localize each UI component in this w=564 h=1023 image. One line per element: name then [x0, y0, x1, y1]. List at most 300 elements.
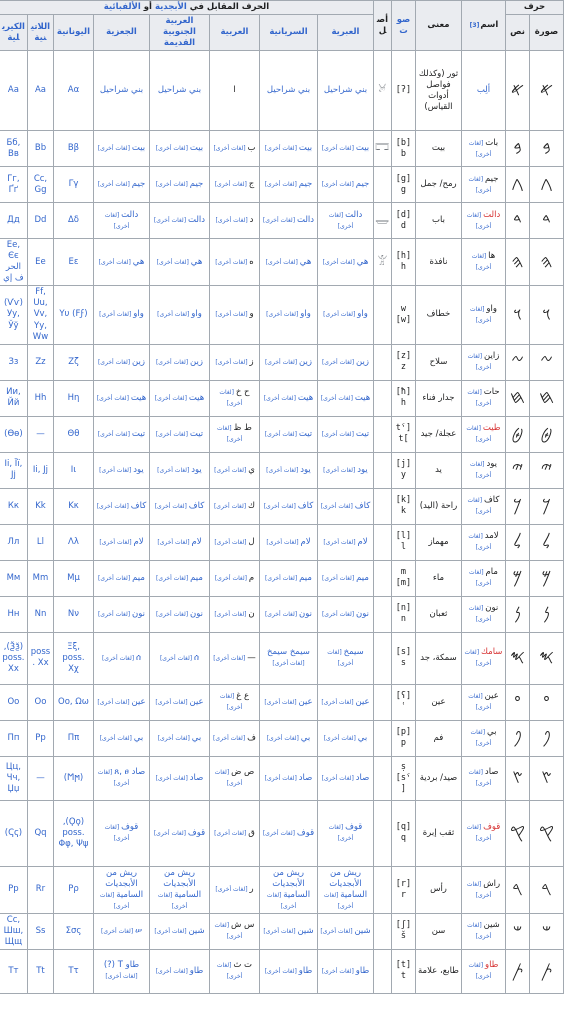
- south-arabian-cell[interactable]: [149, 380, 209, 416]
- letter-name[interactable]: [461, 913, 505, 949]
- greek-cell[interactable]: [53, 684, 93, 720]
- hebrew-cell[interactable]: [317, 452, 373, 488]
- latin-cell-text[interactable]: Ss: [35, 925, 46, 936]
- other-languages-link[interactable]: [لغات أخرى]: [104, 824, 130, 843]
- hebrew-cell-text[interactable]: شين: [354, 925, 371, 936]
- latin-cell[interactable]: [27, 51, 53, 131]
- other-languages-link[interactable]: [لغات أخرى]: [97, 181, 132, 189]
- syriac-cell[interactable]: [259, 596, 317, 632]
- south-arabian-cell-text[interactable]: كاف: [188, 500, 205, 511]
- hebrew-cell[interactable]: [317, 380, 373, 416]
- cyrillic-cell-text[interactable]: Мм: [6, 572, 21, 583]
- other-languages-link[interactable]: [لغات أخرى]: [214, 610, 249, 618]
- letter-name-text[interactable]: جيم: [484, 173, 499, 184]
- south-arabian-cell-text[interactable]: زين: [190, 356, 203, 367]
- south-arabian-cell-text[interactable]: ميم: [190, 572, 203, 583]
- hebrew-cell[interactable]: [317, 524, 373, 560]
- geez-cell-text[interactable]: بيت: [131, 143, 146, 154]
- geez-cell-text[interactable]: عين: [131, 696, 146, 707]
- other-languages-link[interactable]: [لغات أخرى]: [262, 829, 297, 837]
- hebrew-cell-text[interactable]: سيمخ: [343, 647, 364, 658]
- other-languages-link[interactable]: [لغات أخرى]: [323, 311, 358, 319]
- south-arabian-cell-text[interactable]: جيم: [189, 179, 204, 190]
- latin-cell-text[interactable]: Ee: [35, 256, 46, 267]
- letter-name-text[interactable]: طيت: [482, 423, 501, 434]
- latin-cell[interactable]: [27, 131, 53, 167]
- other-languages-link[interactable]: [لغات أخرى]: [264, 610, 300, 618]
- letter-name-text[interactable]: صاد: [484, 767, 499, 778]
- other-languages-link[interactable]: [لغات أخرى]: [320, 394, 355, 402]
- letter-name-text[interactable]: لامد: [484, 531, 499, 542]
- other-languages-link[interactable]: [لغات أخرى]: [321, 967, 356, 975]
- other-languages-link[interactable]: [لغات أخرى]: [155, 430, 190, 438]
- letter-name[interactable]: [461, 560, 505, 596]
- greek-cell[interactable]: [53, 286, 93, 344]
- geez-cell[interactable]: [93, 344, 149, 380]
- south-arabian-cell-text[interactable]: عين: [189, 696, 204, 707]
- header-geez[interactable]: الجعزية: [93, 15, 149, 51]
- other-languages-link[interactable]: [لغات أخرى]: [264, 698, 299, 706]
- other-languages-link[interactable]: [لغات أخرى]: [215, 311, 250, 319]
- greek-cell[interactable]: [53, 596, 93, 632]
- hebrew-cell-text[interactable]: جيم: [355, 179, 370, 190]
- letter-name[interactable]: [461, 380, 505, 416]
- cyrillic-cell[interactable]: [0, 949, 27, 993]
- cyrillic-cell-text[interactable]: Гг, Ґґ: [7, 173, 20, 195]
- greek-cell-text[interactable]: Γγ: [68, 179, 79, 190]
- cyrillic-cell-text[interactable]: Пп: [7, 732, 20, 743]
- greek-cell-text[interactable]: Δδ: [67, 215, 79, 226]
- other-languages-link[interactable]: [لغات أخرى]: [98, 574, 133, 582]
- hebrew-cell[interactable]: [317, 203, 373, 239]
- other-languages-link[interactable]: [لغات أخرى]: [323, 466, 358, 474]
- latin-cell-text[interactable]: Ll: [36, 536, 45, 547]
- other-languages-link[interactable]: [لغات أخرى]: [97, 698, 132, 706]
- hebrew-cell[interactable]: [317, 51, 373, 131]
- other-languages-link[interactable]: [لغات أخرى]: [213, 734, 248, 742]
- latin-cell[interactable]: [27, 416, 53, 452]
- other-languages-link[interactable]: [لغات أخرى]: [468, 175, 492, 194]
- south-arabian-cell-text[interactable]: بيت: [189, 143, 204, 154]
- latin-cell-text[interactable]: Dd: [34, 215, 47, 226]
- latin-cell[interactable]: [27, 167, 53, 203]
- cyrillic-cell[interactable]: [0, 380, 27, 416]
- letter-name-text[interactable]: مام: [485, 567, 498, 578]
- hebrew-cell-text[interactable]: بي: [357, 732, 368, 743]
- hebrew-cell[interactable]: [317, 720, 373, 756]
- cyrillic-cell[interactable]: [0, 51, 27, 131]
- geez-cell[interactable]: [93, 524, 149, 560]
- south-arabian-cell[interactable]: [149, 800, 209, 866]
- other-languages-link[interactable]: [لغات أخرى]: [159, 654, 195, 662]
- other-languages-link[interactable]: [لغات أخرى]: [323, 734, 358, 742]
- hebrew-cell-text[interactable]: ريش من الأبجديات السامية: [329, 867, 368, 900]
- geez-cell-text[interactable]: كاف: [130, 500, 147, 511]
- south-arabian-cell-text[interactable]: هي: [190, 256, 203, 267]
- latin-cell[interactable]: [27, 203, 53, 239]
- other-languages-link[interactable]: [لغات أخرى]: [323, 891, 354, 910]
- latin-cell[interactable]: [27, 866, 53, 913]
- other-languages-link[interactable]: [لغات أخرى]: [266, 734, 301, 742]
- letter-name[interactable]: [461, 524, 505, 560]
- cyrillic-cell-text[interactable]: Сс, Шш, Щщ: [3, 914, 24, 947]
- south-arabian-cell[interactable]: [149, 756, 209, 800]
- cyrillic-cell-text[interactable]: Ии, Йй: [6, 387, 21, 409]
- geez-cell-text[interactable]: ሠ: [135, 925, 142, 936]
- greek-cell-text[interactable]: Σσς: [65, 925, 82, 936]
- geez-cell-text[interactable]: طاو T (?): [103, 960, 140, 971]
- cyrillic-cell-text[interactable]: Цц, Чч, Џџ: [5, 761, 21, 794]
- other-languages-link[interactable]: [لغات أخرى]: [213, 654, 248, 662]
- greek-cell-text[interactable]: Αα: [67, 85, 80, 96]
- geez-cell[interactable]: [93, 560, 149, 596]
- syriac-cell-text[interactable]: زين: [299, 356, 312, 367]
- hebrew-cell[interactable]: [317, 286, 373, 344]
- other-languages-link[interactable]: [لغات أخرى]: [264, 967, 299, 975]
- geez-cell-text[interactable]: جيم: [131, 179, 146, 190]
- other-languages-link[interactable]: [لغات أخرى]: [321, 610, 357, 618]
- geez-cell[interactable]: [93, 131, 149, 167]
- letter-name-text[interactable]: عين: [484, 691, 499, 702]
- greek-cell[interactable]: [53, 416, 93, 452]
- letter-name[interactable]: [461, 756, 505, 800]
- letter-name[interactable]: [461, 286, 505, 344]
- other-languages-link[interactable]: [لغات أخرى]: [156, 574, 191, 582]
- syriac-cell-text[interactable]: لام: [300, 536, 311, 547]
- letter-name[interactable]: [461, 684, 505, 720]
- cyrillic-cell-text[interactable]: Нн: [7, 608, 20, 619]
- other-languages-link[interactable]: [لغات أخرى]: [154, 927, 189, 935]
- letter-name[interactable]: [461, 416, 505, 452]
- latin-cell[interactable]: [27, 596, 53, 632]
- geez-cell[interactable]: [93, 286, 149, 344]
- syriac-cell-text[interactable]: تيت: [298, 428, 313, 439]
- cyrillic-cell-text[interactable]: Лл: [7, 536, 20, 547]
- other-languages-link[interactable]: [لغات أخرى]: [96, 394, 131, 402]
- other-languages-link[interactable]: [لغات أخرى]: [214, 538, 249, 546]
- other-languages-link[interactable]: [لغات أخرى]: [320, 927, 355, 935]
- letter-name[interactable]: [461, 203, 505, 239]
- greek-cell[interactable]: [53, 524, 93, 560]
- cyrillic-cell[interactable]: [0, 866, 27, 913]
- south-arabian-cell[interactable]: [149, 131, 209, 167]
- letter-name[interactable]: [461, 51, 505, 131]
- greek-cell-text[interactable]: (Ϝϝ) Yυ: [59, 309, 88, 320]
- latin-cell-text[interactable]: Ii, Jj: [32, 464, 49, 475]
- cyrillic-cell[interactable]: [0, 684, 27, 720]
- other-languages-link[interactable]: [لغات أخرى]: [470, 729, 492, 748]
- south-arabian-cell[interactable]: [149, 684, 209, 720]
- south-arabian-cell[interactable]: [149, 344, 209, 380]
- greek-cell[interactable]: [53, 344, 93, 380]
- syriac-cell-text[interactable]: دالت: [296, 215, 315, 226]
- other-languages-link[interactable]: [لغات أخرى]: [96, 502, 131, 510]
- header-latin[interactable]: اللاتينية: [27, 15, 53, 51]
- syriac-cell[interactable]: [259, 380, 317, 416]
- letter-name[interactable]: [461, 131, 505, 167]
- letter-name[interactable]: [461, 167, 505, 203]
- letter-name[interactable]: [461, 866, 505, 913]
- hebrew-cell-text[interactable]: بني شراحيل: [323, 85, 368, 96]
- header-south-arabian[interactable]: العربية الجنوبية القديمة: [149, 15, 209, 51]
- greek-cell-text[interactable]: Ττ: [68, 965, 79, 976]
- south-arabian-cell-text[interactable]: لام: [191, 536, 202, 547]
- latin-cell[interactable]: [27, 949, 53, 993]
- other-languages-link[interactable]: [لغات أخرى]: [263, 394, 298, 402]
- south-arabian-cell[interactable]: [149, 560, 209, 596]
- geez-cell[interactable]: [93, 239, 149, 286]
- latin-cell[interactable]: [27, 524, 53, 560]
- hebrew-cell-text[interactable]: ميم: [356, 572, 369, 583]
- syriac-cell[interactable]: [259, 488, 317, 524]
- other-languages-link[interactable]: [لغات أخرى]: [264, 430, 299, 438]
- south-arabian-cell[interactable]: [149, 167, 209, 203]
- latin-cell-text[interactable]: Rr: [35, 884, 46, 895]
- other-languages-link[interactable]: [لغات أخرى]: [464, 649, 492, 668]
- letter-name[interactable]: [461, 452, 505, 488]
- hebrew-cell[interactable]: [317, 596, 373, 632]
- geez-cell-text[interactable]: هيت: [130, 392, 147, 403]
- other-languages-link[interactable]: [لغات أخرى]: [265, 574, 300, 582]
- other-languages-link[interactable]: [لغات أخرى]: [468, 533, 492, 552]
- geez-cell[interactable]: [93, 380, 149, 416]
- other-languages-link[interactable]: [لغات أخرى]: [214, 574, 249, 582]
- other-languages-link[interactable]: [لغات أخرى]: [105, 973, 138, 981]
- other-languages-link[interactable]: [لغات أخرى]: [266, 466, 301, 474]
- syriac-cell-text[interactable]: قوف: [296, 827, 315, 838]
- greek-cell-text[interactable]: Iι: [70, 464, 77, 475]
- other-languages-link[interactable]: [لغات أخرى]: [157, 311, 192, 319]
- south-arabian-cell[interactable]: [149, 203, 209, 239]
- south-arabian-cell[interactable]: [149, 720, 209, 756]
- other-languages-link[interactable]: [لغات أخرى]: [264, 145, 299, 153]
- latin-cell[interactable]: [27, 684, 53, 720]
- greek-cell[interactable]: [53, 913, 93, 949]
- other-languages-link[interactable]: [لغات أخرى]: [468, 139, 492, 158]
- other-languages-link[interactable]: [لغات أخرى]: [157, 466, 192, 474]
- south-arabian-cell[interactable]: [149, 866, 209, 913]
- other-languages-link[interactable]: [لغات أخرى]: [215, 217, 250, 225]
- letter-name-text[interactable]: طاو: [484, 960, 499, 971]
- other-languages-link[interactable]: [لغات أخرى]: [213, 502, 249, 510]
- greek-cell-text[interactable]: Θθ: [67, 428, 80, 439]
- cyrillic-cell-text[interactable]: Іі, Її, Јј: [4, 459, 23, 481]
- hebrew-cell-text[interactable]: بيت: [355, 143, 370, 154]
- other-languages-link[interactable]: [لغات أخرى]: [155, 145, 190, 153]
- cyrillic-cell[interactable]: [0, 452, 27, 488]
- other-languages-link[interactable]: [لغات أخرى]: [99, 891, 130, 910]
- cyrillic-cell[interactable]: [0, 560, 27, 596]
- latin-cell[interactable]: [27, 286, 53, 344]
- letter-name[interactable]: [461, 488, 505, 524]
- cyrillic-cell[interactable]: [0, 596, 27, 632]
- greek-cell[interactable]: [53, 380, 93, 416]
- latin-cell[interactable]: [27, 380, 53, 416]
- latin-cell-text[interactable]: —: [36, 772, 45, 783]
- other-languages-link[interactable]: [لغات أخرى]: [104, 211, 130, 230]
- other-languages-link[interactable]: [لغات أخرى]: [468, 605, 492, 624]
- other-languages-link[interactable]: [لغات أخرى]: [262, 217, 297, 225]
- hebrew-cell[interactable]: [317, 949, 373, 993]
- cyrillic-cell-text[interactable]: (Ѯѯ), poss. Хх: [2, 641, 25, 674]
- other-languages-link[interactable]: [لغات أخرى]: [467, 389, 492, 408]
- greek-cell[interactable]: [53, 167, 93, 203]
- other-languages-link[interactable]: [لغات أخرى]: [321, 181, 356, 189]
- south-arabian-cell[interactable]: [149, 51, 209, 131]
- geez-cell[interactable]: [93, 684, 149, 720]
- letter-name[interactable]: [461, 720, 505, 756]
- greek-cell-text[interactable]: Ρρ: [68, 884, 79, 895]
- other-languages-link[interactable]: [لغات أخرى]: [216, 962, 243, 981]
- syriac-cell[interactable]: [259, 452, 317, 488]
- syriac-cell-text[interactable]: هي: [299, 256, 312, 267]
- cyrillic-cell[interactable]: [0, 524, 27, 560]
- other-languages-link[interactable]: [لغات أخرى]: [468, 693, 492, 712]
- other-languages-link[interactable]: [لغات أخرى]: [328, 211, 354, 230]
- hebrew-cell-text[interactable]: هيت: [354, 392, 371, 403]
- south-arabian-cell-text[interactable]: ريش من الأبجديات السامية: [163, 867, 202, 900]
- geez-cell-text[interactable]: ميم: [132, 572, 145, 583]
- hebrew-cell-text[interactable]: يود: [357, 464, 368, 475]
- south-arabian-cell[interactable]: [149, 596, 209, 632]
- syriac-cell-text[interactable]: بني شراحيل: [266, 85, 311, 96]
- south-arabian-cell-text[interactable]: صاد: [189, 772, 204, 783]
- syriac-cell-text[interactable]: شين: [297, 925, 314, 936]
- cyrillic-cell-text[interactable]: Дд: [7, 215, 20, 226]
- greek-cell-text[interactable]: (Ϙϙ), poss. Φφ, Ψψ: [58, 816, 89, 849]
- greek-cell-text[interactable]: Ββ: [67, 143, 80, 154]
- hebrew-cell[interactable]: [317, 344, 373, 380]
- greek-cell[interactable]: [53, 560, 93, 596]
- cyrillic-cell[interactable]: [0, 239, 27, 286]
- greek-cell[interactable]: [53, 866, 93, 913]
- other-languages-link[interactable]: [لغات أخرى]: [466, 824, 492, 843]
- other-languages-link[interactable]: [لغات أخرى]: [467, 497, 492, 516]
- cyrillic-cell-text[interactable]: Тт: [8, 965, 19, 976]
- geez-cell-text[interactable]: دالت: [121, 209, 139, 220]
- other-languages-link[interactable]: [لغات أخرى]: [468, 769, 492, 788]
- south-arabian-cell-text[interactable]: بني شراحيل: [157, 85, 202, 96]
- latin-cell-text[interactable]: Qq: [34, 827, 47, 838]
- latin-cell[interactable]: [27, 720, 53, 756]
- greek-cell-text[interactable]: Λλ: [68, 536, 79, 547]
- letter-name-text[interactable]: بي: [486, 727, 497, 738]
- latin-cell-text[interactable]: Cc, Gg: [33, 173, 48, 195]
- south-arabian-cell-text[interactable]: بي: [191, 732, 202, 743]
- other-languages-link[interactable]: [لغات أخرى]: [99, 538, 134, 546]
- greek-cell-text[interactable]: Ζζ: [68, 356, 79, 367]
- letter-name-text[interactable]: راش: [483, 878, 501, 889]
- other-languages-link[interactable]: [لغات أخرى]: [99, 311, 134, 319]
- south-arabian-cell-text[interactable]: واو: [191, 309, 202, 320]
- syriac-cell-text[interactable]: بيت: [298, 143, 313, 154]
- syriac-cell[interactable]: [259, 560, 317, 596]
- letter-name[interactable]: [461, 596, 505, 632]
- other-languages-link[interactable]: [لغات أخرى]: [219, 389, 243, 408]
- hebrew-cell[interactable]: [317, 913, 373, 949]
- latin-cell[interactable]: [27, 756, 53, 800]
- other-languages-link[interactable]: [لغات أخرى]: [321, 774, 356, 782]
- greek-cell-text[interactable]: Οο, Ωω: [58, 696, 89, 707]
- other-languages-link[interactable]: [لغات أخرى]: [97, 358, 133, 366]
- other-languages-link[interactable]: [لغات أخرى]: [156, 258, 191, 266]
- latin-cell[interactable]: [27, 800, 53, 866]
- cyrillic-cell[interactable]: [0, 913, 27, 949]
- header-hebrew[interactable]: العبرية: [317, 15, 373, 51]
- other-languages-link[interactable]: [لغات أخرى]: [321, 430, 356, 438]
- geez-cell[interactable]: [93, 913, 149, 949]
- south-arabian-cell-text[interactable]: هيت: [188, 392, 205, 403]
- letter-name-text[interactable]: يود: [486, 459, 497, 470]
- geez-cell-text[interactable]: قوف: [121, 822, 139, 833]
- other-languages-link[interactable]: [لغات أخرى]: [99, 466, 134, 474]
- other-languages-link[interactable]: [لغات أخرى]: [469, 569, 492, 588]
- other-languages-link[interactable]: [لغات أخرى]: [155, 774, 190, 782]
- hebrew-cell-text[interactable]: زين: [356, 356, 369, 367]
- syriac-cell[interactable]: [259, 720, 317, 756]
- geez-cell[interactable]: [93, 416, 149, 452]
- other-languages-link[interactable]: [لغات أخرى]: [100, 927, 136, 935]
- south-arabian-cell[interactable]: [149, 524, 209, 560]
- alphabet-link[interactable]: الألفبائية: [103, 2, 141, 12]
- latin-cell-text[interactable]: Zz: [35, 356, 46, 367]
- other-languages-link[interactable]: [لغات أخرى]: [263, 502, 298, 510]
- other-languages-link[interactable]: [لغات أخرى]: [97, 769, 130, 788]
- letter-name-text[interactable]: كاف: [483, 495, 500, 506]
- cyrillic-cell-text[interactable]: (Ҁҁ): [4, 827, 23, 838]
- other-languages-link[interactable]: [لغات أخرى]: [99, 734, 134, 742]
- greek-cell-text[interactable]: Ππ: [67, 732, 80, 743]
- other-languages-link[interactable]: [لغات أخرى]: [155, 698, 190, 706]
- cyrillic-cell-text[interactable]: Aa: [7, 85, 19, 96]
- greek-cell[interactable]: [53, 488, 93, 524]
- syriac-cell-text[interactable]: عين: [298, 696, 313, 707]
- letter-name-text[interactable]: شين: [483, 920, 500, 931]
- other-languages-link[interactable]: [لغات أخرى]: [153, 829, 188, 837]
- syriac-cell[interactable]: [259, 51, 317, 131]
- cyrillic-cell[interactable]: [0, 632, 27, 684]
- geez-cell-text[interactable]: يود: [133, 464, 144, 475]
- syriac-cell[interactable]: [259, 203, 317, 239]
- other-languages-link[interactable]: [لغات أخرى]: [466, 425, 492, 444]
- geez-cell[interactable]: [93, 866, 149, 913]
- cyrillic-cell-text[interactable]: (Ѳѳ): [4, 428, 23, 439]
- latin-cell-text[interactable]: Tt: [36, 965, 45, 976]
- syriac-cell-text[interactable]: طاو: [298, 965, 313, 976]
- other-languages-link[interactable]: [لغات أخرى]: [213, 145, 248, 153]
- syriac-cell-text[interactable]: بي: [300, 732, 311, 743]
- greek-cell[interactable]: [53, 452, 93, 488]
- syriac-cell[interactable]: [259, 756, 317, 800]
- latin-cell[interactable]: [27, 488, 53, 524]
- hebrew-cell-text[interactable]: لام: [357, 536, 368, 547]
- latin-cell-text[interactable]: Oo: [34, 696, 47, 707]
- greek-cell[interactable]: [53, 720, 93, 756]
- geez-cell-text[interactable]: صاد ጸ, ፀ: [114, 767, 146, 778]
- syriac-cell[interactable]: [259, 949, 317, 993]
- syriac-cell[interactable]: [259, 344, 317, 380]
- abjad-link[interactable]: الأبجدية: [154, 2, 187, 12]
- geez-cell[interactable]: [93, 596, 149, 632]
- geez-cell-text[interactable]: بي: [133, 732, 144, 743]
- other-languages-link[interactable]: [لغات أخرى]: [97, 610, 133, 618]
- hebrew-cell-text[interactable]: قوف: [345, 822, 363, 833]
- cyrillic-cell-text[interactable]: Рр: [8, 884, 19, 895]
- letter-name-text[interactable]: سامك: [480, 647, 503, 658]
- other-languages-link[interactable]: [لغات أخرى]: [157, 891, 188, 910]
- geez-cell[interactable]: [93, 51, 149, 131]
- latin-cell-text[interactable]: Nn: [34, 608, 47, 619]
